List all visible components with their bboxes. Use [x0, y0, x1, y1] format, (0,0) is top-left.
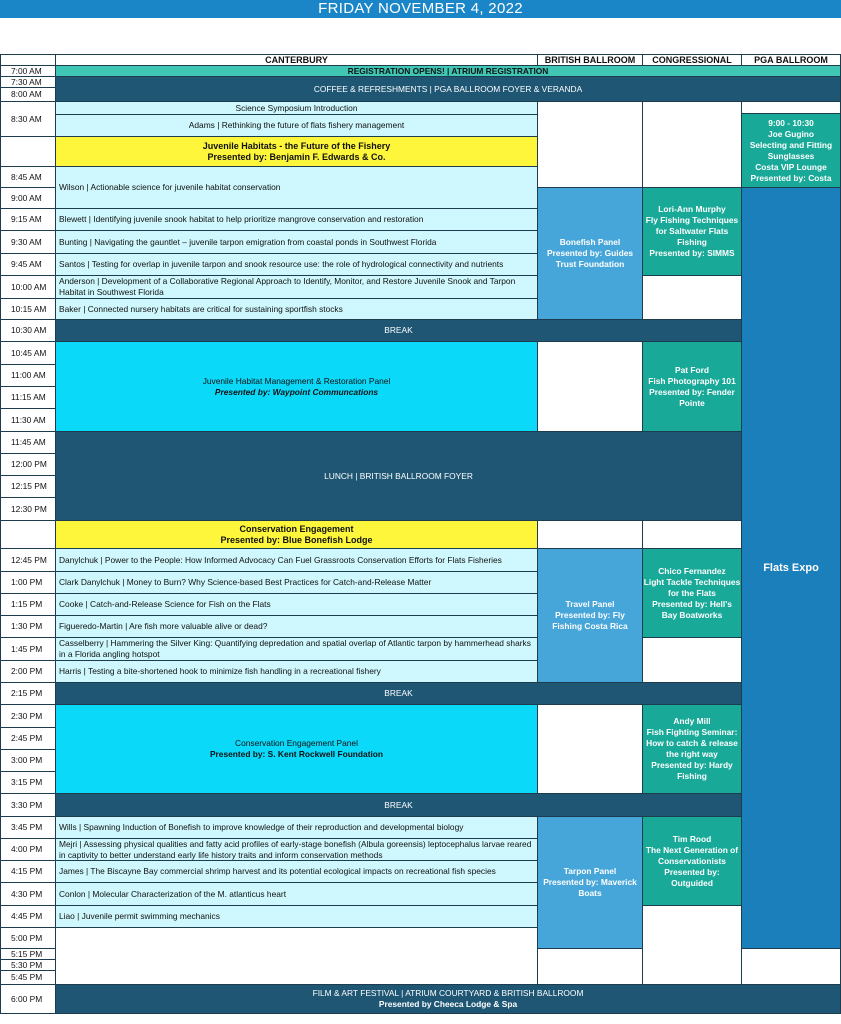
session-line: How to catch & release: [646, 738, 738, 748]
conservation-presenter: Presented by: Blue Bonefish Lodge: [220, 534, 373, 545]
time-label: 6:00 PM: [0, 984, 56, 1014]
time-label: [0, 520, 56, 549]
time-label: 12:15 PM: [0, 475, 56, 498]
break-row: BREAK: [55, 682, 742, 705]
engagement-panel: [55, 704, 538, 794]
header-british-ballroom: BRITISH BALLROOM: [537, 54, 643, 66]
time-label: 9:30 AM: [0, 230, 56, 254]
talk-danylchuk: Danylchuk | Power to the People: How Informed Advocacy Can Fuel Grassroots Conservation Efforts for Flats Fisheries: [55, 548, 538, 572]
talk-mejri: Mejri | Assessing physical qualities and fatty acid profiles of early-stage bonefish (Albula goreensis) leptocephalus larvae reared in captivity to better understand early life history traits and inform conservation methods: [55, 838, 538, 861]
session-line: Fish Fighting Seminar:: [646, 727, 738, 737]
talk-baker: Baker | Connected nursery habitats are critical for sustaining sportfish stocks: [55, 298, 538, 320]
congressional-empty: [642, 905, 742, 985]
session-line: Light Tackle Techniques: [643, 576, 741, 587]
panel-title: Conservation Engagement Panel: [235, 738, 358, 748]
panel-title: Juvenile Habitat Management & Restoration Panel: [202, 375, 391, 386]
panel-line: Fishing Costa Rica: [552, 621, 628, 631]
time-label: 7:30 AM: [0, 76, 56, 88]
time-label: 1:00 PM: [0, 571, 56, 594]
canterbury-empty: [55, 927, 538, 985]
juvenile-habitats-header: [55, 136, 538, 167]
session-line: for Saltwater Flats: [655, 226, 729, 236]
time-label: 8:00 AM: [0, 87, 56, 102]
time-label: 10:00 AM: [0, 275, 56, 299]
film-festival-row: [55, 984, 841, 1014]
talk-casselberry: Casselberry | Hammering the Silver King: Quantifying depredation and spatial overlap of Atlantic tarpon by hammerhead sharks in a Florida angling hotspot: [55, 637, 538, 661]
session-line: Lori-Ann Murphy: [658, 204, 726, 214]
congressional-empty: [642, 637, 742, 683]
conservation-title: Conservation Engagement: [239, 523, 354, 534]
session-line: The Next Generation of: [645, 844, 739, 855]
session-line: Presented by:: [664, 866, 720, 877]
time-label: 5:00 PM: [0, 927, 56, 949]
panel-line: Trust Foundation: [555, 259, 625, 269]
header-pga-ballroom: PGA BALLROOM: [741, 54, 841, 66]
panel-line: Bonefish Panel: [559, 237, 621, 247]
film-presenter: Presented by Cheeca Lodge & Spa: [378, 999, 518, 1009]
time-label: 3:00 PM: [0, 749, 56, 772]
time-label: 4:15 PM: [0, 860, 56, 883]
session-line: Presented by: Fender: [649, 386, 735, 397]
session-line: Pat Ford: [675, 364, 709, 375]
session-line: Fishing: [677, 237, 707, 247]
session-line: Costa VIP Lounge: [755, 161, 827, 172]
session-line: Chico Fernandez: [658, 565, 726, 576]
time-label: 1:45 PM: [0, 637, 56, 661]
session-line: Conservationists: [658, 855, 726, 866]
time-label: 8:45 AM: [0, 166, 56, 188]
time-label: 1:15 PM: [0, 593, 56, 616]
talk-adams: Adams | Rethinking the future of flats fishery management: [55, 114, 538, 137]
session-line: Joe Gugino: [767, 128, 815, 139]
session-line: Presented by: Hell's: [652, 598, 732, 609]
time-label: 10:30 AM: [0, 319, 56, 342]
talk-james: James | The Biscayne Bay commercial shrimp harvest and its potential ecological impacts on recreational fish species: [55, 860, 538, 883]
session-line: Bay Boatworks: [661, 609, 723, 620]
time-label: 5:15 PM: [0, 948, 56, 960]
break-row: BREAK: [55, 793, 742, 817]
talk-wills: Wills | Spawning Induction of Bonefish to improve knowledge of their reproduction and developmental biology: [55, 816, 538, 839]
talk-liao: Liao | Juvenile permit swimming mechanics: [55, 905, 538, 928]
talk-bunting: Bunting | Navigating the gauntlet – juvenile tarpon emigration from coastal ponds in Southwest Florida: [55, 230, 538, 254]
tarpon-panel: [537, 816, 643, 949]
ford-session: [642, 341, 742, 432]
registration-row: REGISTRATION OPENS! | ATRIUM REGISTRATION: [55, 65, 841, 77]
time-label: 2:00 PM: [0, 660, 56, 683]
time-label: 7:00 AM: [0, 65, 56, 77]
session-line: Andy Mill: [673, 716, 711, 726]
mill-session: [642, 704, 742, 794]
talk-wilson: Wilson | Actionable science for juvenile habitat conservation: [55, 166, 538, 209]
time-label: 2:30 PM: [0, 704, 56, 728]
time-label: 11:15 AM: [0, 386, 56, 409]
talk-blewett: Blewett | Identifying juvenile snook habitat to help prioritize mangrove conservation and restoration: [55, 208, 538, 231]
time-label: 12:45 PM: [0, 548, 56, 572]
bonefish-panel: [537, 187, 643, 320]
panel-line: Presented by: Maverick: [543, 877, 637, 887]
session-line: for the Flats: [668, 587, 716, 598]
time-label: 9:45 AM: [0, 253, 56, 276]
time-label: 2:15 PM: [0, 682, 56, 705]
pga-empty: [741, 948, 841, 985]
british-empty: [537, 948, 643, 985]
time-label: 4:45 PM: [0, 905, 56, 928]
talk-harris: Harris | Testing a bite-shortened hook to minimize fish handling in a recreational fishery: [55, 660, 538, 683]
session-line: Fish Photography 101: [648, 375, 736, 386]
british-empty: [537, 341, 643, 432]
talk-figueredo-martin: Figueredo-Martin | Are fish more valuable alive or dead?: [55, 615, 538, 638]
panel-line: Tarpon Panel: [563, 866, 617, 876]
time-label: 1:30 PM: [0, 615, 56, 638]
time-label: 2:45 PM: [0, 727, 56, 750]
break-row: BREAK: [55, 319, 742, 342]
juvenile-presenter: Presented by: Benjamin F. Edwards & Co.: [207, 151, 386, 162]
time-label: 11:00 AM: [0, 364, 56, 387]
flats-expo: Flats Expo: [741, 187, 841, 949]
british-empty: [537, 101, 643, 188]
talk-conlon: Conlon | Molecular Characterization of the M. atlanticus heart: [55, 882, 538, 906]
time-label: 11:30 AM: [0, 408, 56, 432]
session-line: Presented by: SIMMS: [649, 248, 735, 258]
session-line: Tim Rood: [672, 833, 712, 844]
british-empty: [537, 704, 643, 794]
time-label: 3:45 PM: [0, 816, 56, 839]
congressional-empty: [642, 275, 742, 320]
panel-line: Boats: [578, 888, 602, 898]
session-line: Outguided: [671, 877, 713, 888]
time-label: 4:00 PM: [0, 838, 56, 861]
time-label: [0, 136, 56, 167]
panel-line: Presented by: Fly: [555, 610, 625, 620]
juvenile-title: Juvenile Habitats - the Future of the Fishery: [202, 140, 391, 151]
session-line: the right way: [666, 749, 718, 759]
film-title: FILM & ART FESTIVAL | ATRIUM COURTYARD & BRITISH BALLROOM: [312, 988, 584, 998]
fernandez-session: [642, 548, 742, 638]
talk-anderson: Anderson | Development of a Collaborative Regional Approach to Identify, Monitor, and Restore Juvenile Snook and Tarpon Habitat in Southwest Florida: [55, 275, 538, 299]
habitat-panel: [55, 341, 538, 432]
panel-presenter: Presented by: S. Kent Rockwell Foundation: [209, 749, 384, 759]
time-label: 4:30 PM: [0, 882, 56, 906]
conservation-header: [55, 520, 538, 549]
time-label: 9:00 AM: [0, 187, 56, 209]
time-label: 3:15 PM: [0, 771, 56, 794]
panel-line: Presented by: Guides: [546, 248, 634, 258]
murphy-session: [642, 187, 742, 276]
time-label: 5:30 PM: [0, 959, 56, 971]
panel-presenter: Presented by: Waypoint Communcations: [214, 386, 379, 397]
congressional-empty: [642, 520, 742, 549]
time-label: 12:00 PM: [0, 453, 56, 476]
session-line: Presented by: Hardy: [651, 760, 733, 770]
session-line: Sunglasses: [767, 150, 815, 161]
time-label: 12:30 PM: [0, 497, 56, 521]
time-label: 11:45 AM: [0, 431, 56, 454]
header-canterbury: CANTERBURY: [55, 54, 538, 66]
congressional-empty: [642, 101, 742, 188]
time-label: 3:30 PM: [0, 793, 56, 817]
session-line: Fly Fishing Techniques: [645, 215, 739, 225]
british-empty: [537, 520, 643, 549]
time-label: 9:15 AM: [0, 208, 56, 231]
time-label: 10:15 AM: [0, 298, 56, 320]
session-line: 9:00 - 10:30: [768, 117, 814, 128]
time-label: 10:45 AM: [0, 341, 56, 365]
session-line: Fishing: [677, 771, 707, 781]
talk-cooke: Cooke | Catch-and-Release Science for Fish on the Flats: [55, 593, 538, 616]
symposium-intro: Science Symposium Introduction: [55, 101, 538, 115]
session-line: Presented by: Costa: [750, 172, 832, 183]
gugino-session: [741, 113, 841, 188]
talk-santos: Santos | Testing for overlap in juvenile tarpon and snook resource use: the role of hydrological connectivity and nutrients: [55, 253, 538, 276]
coffee-row: COFFEE & REFRESHMENTS | PGA BALLROOM FOYER & VERANDA: [55, 76, 841, 102]
header-congressional: CONGRESSIONAL: [642, 54, 742, 66]
panel-line: Travel Panel: [565, 599, 615, 609]
talk-clark-danylchuk: Clark Danylchuk | Money to Burn? Why Science-based Best Practices for Catch-and-Release Matter: [55, 571, 538, 594]
lunch-row: LUNCH | BRITISH BALLROOM FOYER: [55, 431, 742, 521]
time-label: 8:30 AM: [0, 101, 56, 137]
time-label: 5:45 PM: [0, 970, 56, 985]
travel-panel: [537, 548, 643, 683]
page-banner: FRIDAY NOVEMBER 4, 2022: [0, 0, 841, 18]
rood-session: [642, 816, 742, 906]
session-line: Selecting and Fitting: [749, 139, 833, 150]
session-line: Pointe: [679, 397, 705, 408]
